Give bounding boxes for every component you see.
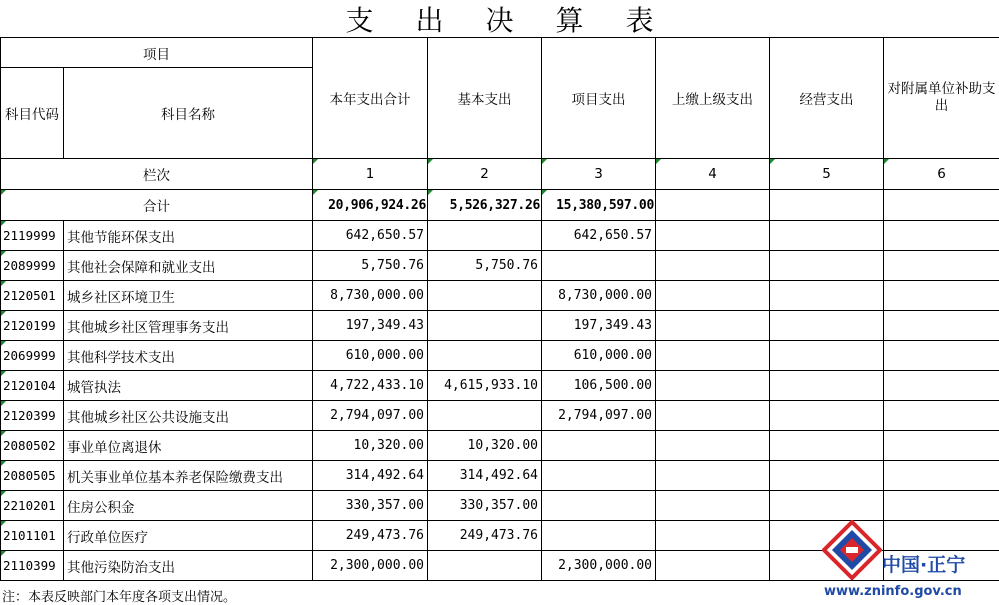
row-value: 314,492.64 [428, 461, 542, 491]
row-code: 2069999 [1, 341, 64, 371]
row-code: 2080505 [1, 461, 64, 491]
row-value: 2,794,097.00 [542, 401, 656, 431]
table-row [1, 461, 999, 491]
row-value [770, 401, 884, 431]
total-value: 5,526,327.26 [428, 190, 542, 221]
row-name: 城管执法 [64, 371, 313, 401]
row-code: 2120104 [1, 371, 64, 401]
row-value: 4,722,433.10 [313, 371, 428, 401]
row-value [656, 551, 770, 581]
col-index: 4 [656, 159, 770, 190]
row-value [770, 371, 884, 401]
header-name: 科目名称 [64, 68, 313, 159]
row-value: 10,320.00 [313, 431, 428, 461]
table-row [1, 491, 999, 521]
row-code: 2089999 [1, 251, 64, 281]
header-code: 科目代码 [1, 68, 64, 159]
watermark-url: www.zninfo.gov.cn [824, 584, 962, 599]
row-code: 2120399 [1, 401, 64, 431]
row-value [428, 401, 542, 431]
row-value [428, 281, 542, 311]
total-value [656, 190, 770, 221]
row-value [656, 221, 770, 251]
row-value [656, 251, 770, 281]
header-col-total: 本年支出合计 [313, 38, 428, 159]
row-value: 314,492.64 [313, 461, 428, 491]
row-value [428, 221, 542, 251]
row-name: 其他节能环保支出 [64, 221, 313, 251]
col-index: 1 [313, 159, 428, 190]
row-value [770, 221, 884, 251]
row-value [656, 371, 770, 401]
row-name: 其他科学技术支出 [64, 341, 313, 371]
row-value [884, 401, 999, 431]
row-value: 2,300,000.00 [542, 551, 656, 581]
row-code: 2101101 [1, 521, 64, 551]
row-value [542, 521, 656, 551]
row-value: 8,730,000.00 [313, 281, 428, 311]
row-value [656, 401, 770, 431]
row-code: 2080502 [1, 431, 64, 461]
expenditure-table [0, 37, 999, 581]
row-value [770, 461, 884, 491]
table-row [1, 431, 999, 461]
col-index: 2 [428, 159, 542, 190]
row-value: 2,300,000.00 [313, 551, 428, 581]
row-value: 197,349.43 [313, 311, 428, 341]
row-value [428, 311, 542, 341]
site-watermark [822, 520, 992, 602]
row-value [428, 341, 542, 371]
row-value: 10,320.00 [428, 431, 542, 461]
diamond-logo-icon [822, 520, 882, 580]
table-row [1, 341, 999, 371]
row-code: 2110399 [1, 551, 64, 581]
row-value: 249,473.76 [313, 521, 428, 551]
header-col-project: 项目支出 [542, 38, 656, 159]
watermark-name: 中国·正宁 [882, 554, 966, 576]
page-title: 支出决算表 [345, 4, 696, 37]
total-value [884, 190, 999, 221]
row-value [884, 371, 999, 401]
row-name: 其他城乡社区管理事务支出 [64, 311, 313, 341]
row-value [770, 251, 884, 281]
row-value: 106,500.00 [542, 371, 656, 401]
row-name: 城乡社区环境卫生 [64, 281, 313, 311]
row-code: 2119999 [1, 221, 64, 251]
row-value [884, 431, 999, 461]
row-value [656, 281, 770, 311]
row-value [542, 491, 656, 521]
row-value [884, 221, 999, 251]
row-value [656, 521, 770, 551]
row-value: 330,357.00 [313, 491, 428, 521]
col-index: 5 [770, 159, 884, 190]
row-value [884, 311, 999, 341]
row-value: 8,730,000.00 [542, 281, 656, 311]
table-row [1, 401, 999, 431]
row-value: 330,357.00 [428, 491, 542, 521]
row-value [884, 491, 999, 521]
col-index-label: 栏次 [1, 159, 313, 190]
row-value [770, 281, 884, 311]
row-value [428, 551, 542, 581]
table-row [1, 371, 999, 401]
row-name: 其他社会保障和就业支出 [64, 251, 313, 281]
total-value: 15,380,597.00 [542, 190, 656, 221]
header-col-remit: 上缴上级支出 [656, 38, 770, 159]
row-name: 其他污染防治支出 [64, 551, 313, 581]
row-value [656, 491, 770, 521]
row-value [656, 431, 770, 461]
row-name: 住房公积金 [64, 491, 313, 521]
row-value: 642,650.57 [542, 221, 656, 251]
row-value [542, 431, 656, 461]
row-value [542, 461, 656, 491]
row-value [656, 341, 770, 371]
row-value [884, 251, 999, 281]
header-col-subsidy: 对附属单位补助支出 [884, 38, 999, 159]
col-index: 6 [884, 159, 999, 190]
row-name: 行政单位医疗 [64, 521, 313, 551]
row-value: 610,000.00 [542, 341, 656, 371]
table-row [1, 281, 999, 311]
header-project: 项目 [1, 38, 313, 68]
row-value: 610,000.00 [313, 341, 428, 371]
row-code: 2120199 [1, 311, 64, 341]
row-value [770, 311, 884, 341]
col-index: 3 [542, 159, 656, 190]
row-value [656, 461, 770, 491]
table-row [1, 221, 999, 251]
row-value [884, 341, 999, 371]
total-value [770, 190, 884, 221]
table-row [1, 311, 999, 341]
row-value [884, 281, 999, 311]
row-value [884, 461, 999, 491]
header-col-operating: 经营支出 [770, 38, 884, 159]
row-value: 197,349.43 [542, 311, 656, 341]
row-value [770, 431, 884, 461]
row-name: 其他城乡社区公共设施支出 [64, 401, 313, 431]
total-row [1, 190, 999, 221]
row-code: 2210201 [1, 491, 64, 521]
header-col-basic: 基本支出 [428, 38, 542, 159]
row-value: 5,750.76 [313, 251, 428, 281]
row-value: 2,794,097.00 [313, 401, 428, 431]
row-name: 机关事业单位基本养老保险缴费支出 [64, 461, 313, 491]
row-value [770, 491, 884, 521]
row-value [656, 311, 770, 341]
total-label: 合计 [1, 190, 313, 221]
row-value [770, 341, 884, 371]
row-value: 642,650.57 [313, 221, 428, 251]
row-name: 事业单位离退休 [64, 431, 313, 461]
row-value: 4,615,933.10 [428, 371, 542, 401]
row-value: 5,750.76 [428, 251, 542, 281]
row-value [542, 251, 656, 281]
table-note: 注：本表反映部门本年度各项支出情况。 [2, 590, 237, 605]
table-row [1, 251, 999, 281]
total-value: 20,906,924.26 [313, 190, 428, 221]
row-value: 249,473.76 [428, 521, 542, 551]
row-code: 2120501 [1, 281, 64, 311]
